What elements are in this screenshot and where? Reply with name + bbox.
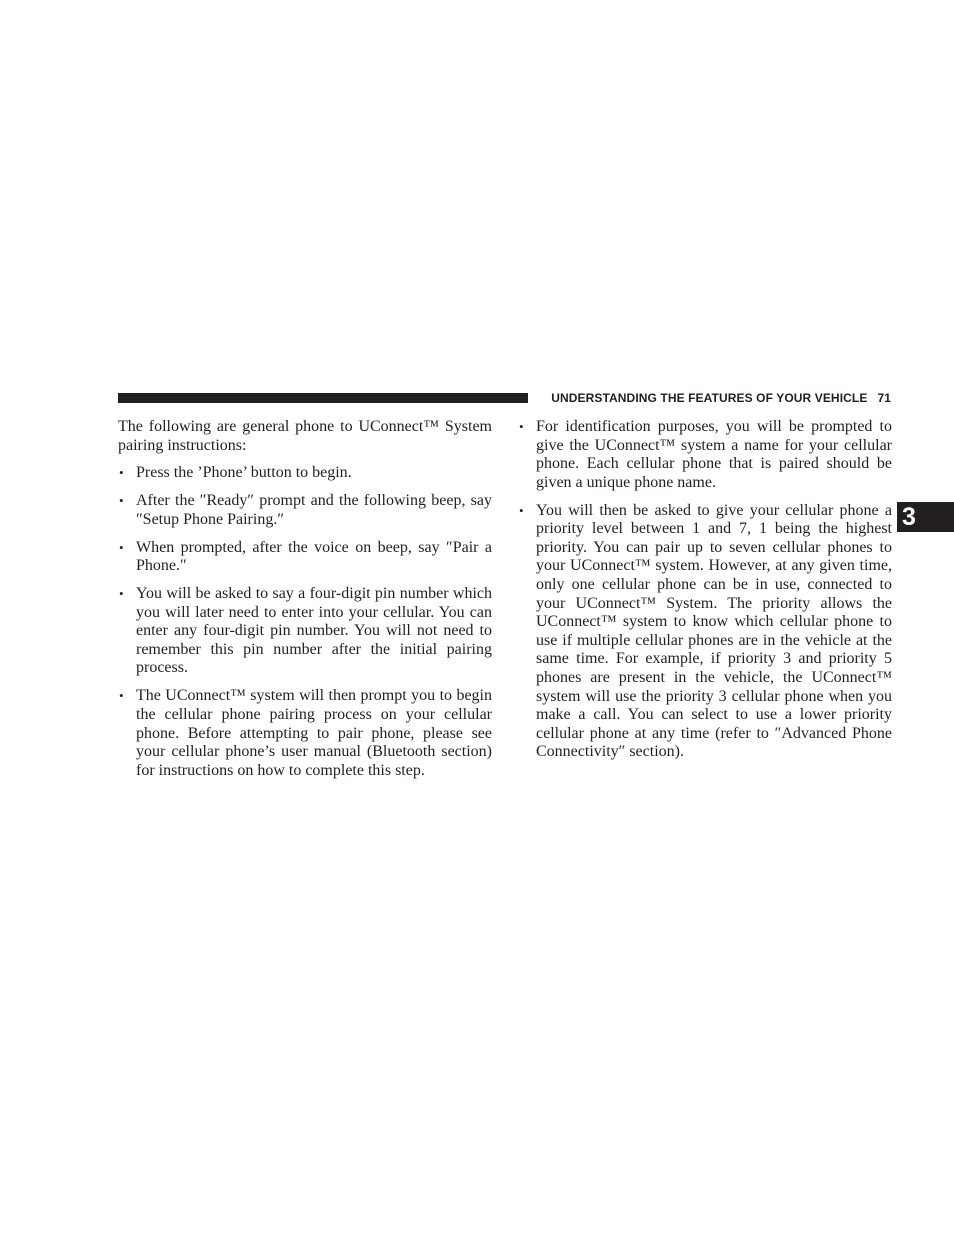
bullet-icon: • <box>119 539 124 555</box>
list-item-text: The UConnect™ system will then prompt you to begin the cellular phone pairing process on your cellular phone. Before attempting to pair phone, please see your cellular phone’s user manual (Bluetooth section) for instructions on how to complete this step. <box>136 687 492 779</box>
list-item <box>118 539 492 576</box>
list-item-text: Press the ’Phone’ button to begin. <box>136 464 352 482</box>
intro-paragraph: The following are general phone to UConnect™ System pairing instructions: <box>118 418 492 454</box>
list-item <box>518 502 892 762</box>
list-item-text: When prompted, after the voice on beep, say ″Pair a Phone.″ <box>136 538 492 575</box>
list-item <box>118 687 492 780</box>
list-item <box>118 492 492 529</box>
list-item <box>518 418 892 492</box>
bullet-icon: • <box>519 502 524 518</box>
left-bullet-list <box>118 464 492 780</box>
running-header <box>538 390 891 406</box>
list-item-text: You will then be asked to give your cellular phone a priority level between 1 and 7, 1 being the highest priority. You can pair up to seven cellular phones to your UConnect™ system. However, at any given time, only one cellular phone can be in use, connected to your UConnect™ System. The priority allows the UConnect™ system to know which cellular phone to use if multiple cellular phones are in the vehicle at the same time. For example, if priority 3 and priority 5 phones are present in the vehicle, the UConnect™ system will use the priority 3 cellular phone when you make a call. You can select to use a lower priority cellular phone at any time (refer to ″Advanced Phone Connectivity″ section). <box>536 501 892 761</box>
bullet-icon: • <box>519 419 524 434</box>
section-title: UNDERSTANDING THE FEATURES OF YOUR VEHICLE <box>551 391 868 405</box>
list-item-text: You will be asked to say a four-digit pin number which you will later need to enter into your cellular. You can enter any four-digit pin number. You will not need to remember this pin number after the initial pairing process. <box>136 585 492 677</box>
chapter-tab: 3 <box>897 502 954 532</box>
bullet-icon: • <box>119 465 124 481</box>
bullet-icon: • <box>119 688 124 704</box>
list-item-text: For identification purposes, you will be prompted to give the UConnect™ system a name for your cellular phone. Each cellular phone that is paired should be given a unique phone name. <box>536 418 892 491</box>
header-rule <box>118 393 528 403</box>
list-item <box>118 464 492 483</box>
page-number: 71 <box>877 391 891 405</box>
list-item-text: After the ″Ready″ prompt and the following beep, say ″Setup Phone Pairing.″ <box>136 492 492 528</box>
bullet-icon: • <box>119 493 124 509</box>
right-bullet-list <box>518 418 892 762</box>
bullet-icon: • <box>119 586 124 602</box>
list-item <box>118 585 492 678</box>
right-column <box>518 418 892 771</box>
left-column <box>118 418 492 790</box>
